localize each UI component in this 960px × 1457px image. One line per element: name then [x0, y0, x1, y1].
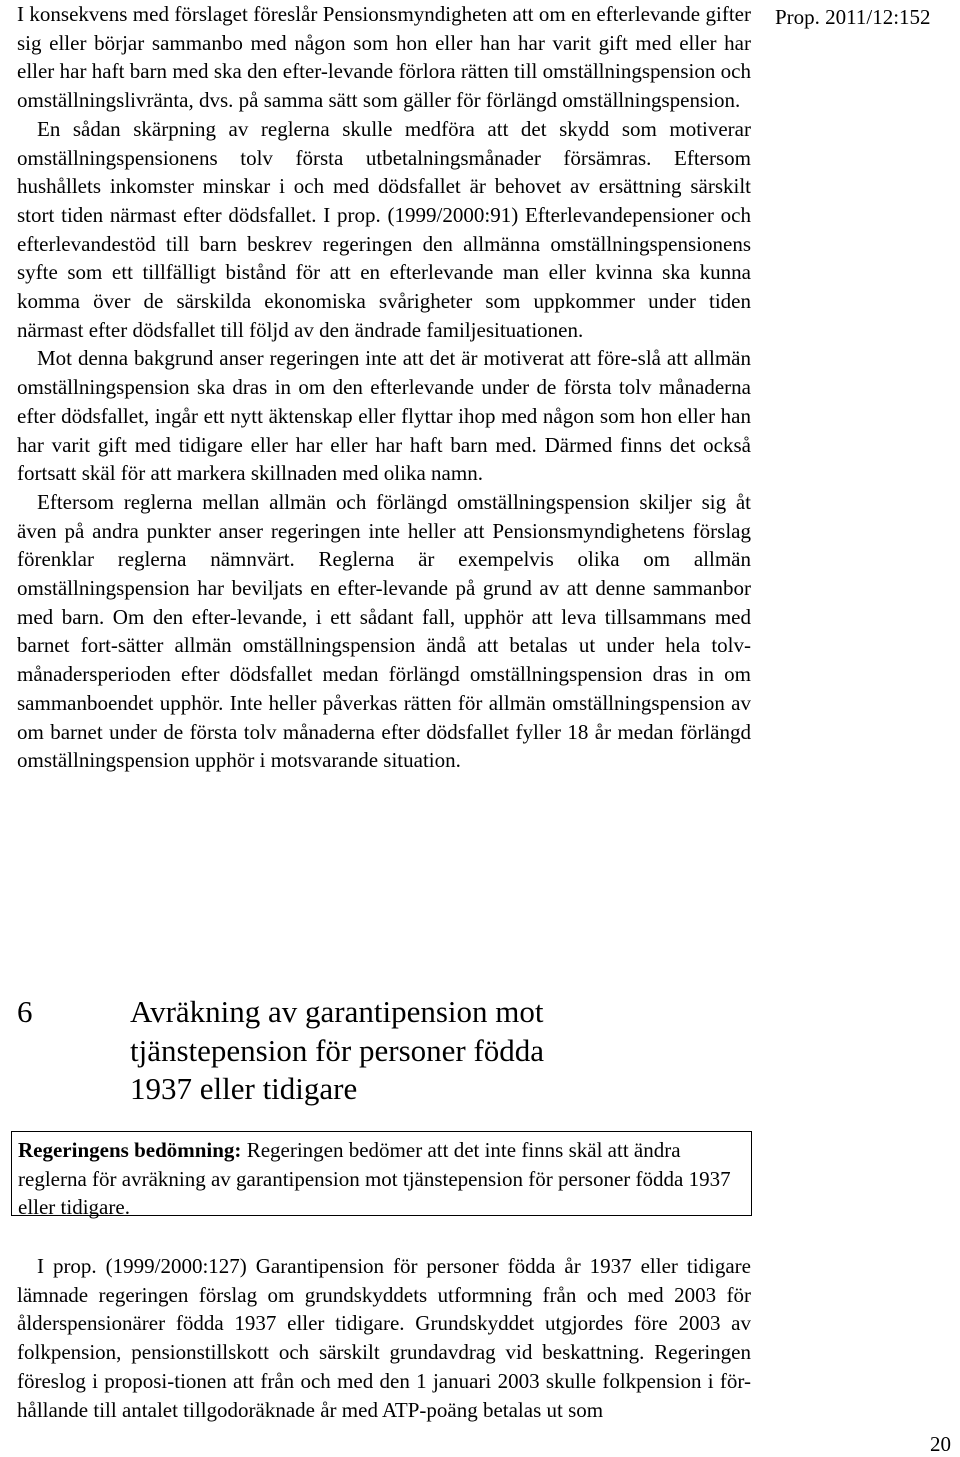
- page-number: 20: [930, 1432, 951, 1456]
- section-title: [130, 993, 650, 1109]
- body-text-bottom: [17, 1252, 751, 1424]
- paragraph: Mot denna bakgrund anser regeringen inte att det är motiverat att före-slå att allmän omställningspension ska dras in om den efterlevande under de första tolv månaderna efter dödsfallet, ingår ett nytt äktenskap eller flyttar ihop med någon som hon eller han har varit gift med tidigare eller har eller har haft barn med. Därmed finns det också fortsatt skäl för att markera skillnaden med olika namn.: [17, 346, 751, 486]
- assessment-label: Regeringens bedömning:: [18, 1138, 242, 1162]
- section-title-line: 1937 eller tidigare: [130, 1071, 358, 1106]
- paragraph: I prop. (1999/2000:127) Garantipension för personer födda år 1937 eller tidigare lämnade regeringen förslag om grundskyddets utformning från och med 2003 för ålderspensionärer födda 1937 eller tidigare. Grundskyddet utgjordes före 2003 av folkpension, pensionstillskott och särskilt grundavdrag vid beskattning. Regeringen föreslog i proposi-tionen att från och med den 1 januari 2003 skulle folkpension i för-hållande till antalet tillgodoräknade år med ATP-poäng betalas ut som: [17, 1254, 751, 1422]
- body-text-top: [17, 0, 751, 775]
- section-title-line: tjänstepension för personer födda: [130, 1032, 545, 1068]
- assessment-text: Regeringen bedömer att det inte finns skäl att ändra reglerna för avräkning av garantipension mot tjänstepension för personer födda 1937 eller tidigare.: [18, 1138, 731, 1219]
- section-title-line: Avräkning av garantipension mot: [130, 994, 544, 1029]
- section-number: 6: [17, 994, 33, 1029]
- government-assessment-box: [11, 1131, 752, 1219]
- paragraph: I konsekvens med förslaget föreslår Pensionsmyndigheten att om en efterlevande gifter sig eller börjar sammanbo med någon som hon eller han har varit gift med eller har eller har haft barn med ska den efter-levande förlora rätten till omställningspension och omställningslivränta, dvs. på samma sätt som gäller för förlängd omställningspension.: [17, 2, 751, 113]
- proposition-reference: Prop. 2011/12:152: [775, 5, 931, 29]
- paragraph: Eftersom reglerna mellan allmän och förlängd omställningspension skiljer sig åt även på andra punkter anser regeringen inte heller att Pensionsmyndighetens förslag förenklar reglerna nämnvärt. Reglerna är exempelvis olika om allmän omställningspension har beviljats en efter-levande på grund av att denne sammanbor med barn. Om den efter-levande, i ett sådant fall, upphör att leva tillsammans med barnet fort-sätter allmän omställningspension ändå att betalas ut under hela tolv-månadersperioden efter dödsfallet medan förlängd omställningspension dras in om sammanboendet upphör. Inte heller påverkas rätten för allmän omställningspension av om barnet under de första tolv månaderna efter dödsfallet fyller 18 år medan förlängd omställningspension upphör i motsvarande situation.: [17, 489, 751, 773]
- paragraph: En sådan skärpning av reglerna skulle medföra att det skydd som motiverar omställningspensionens tolv första utbetalningsmånader försämras. Eftersom hushållets inkomster minskar i och med dödsfallet är behovet av ersättning särskilt stort tiden närmast efter dödsfallet. I prop. (1999/2000:91) Efterlevandepensioner och efterlevandestöd till barn beskrev regeringen den allmänna omställningspensionens syfte som ett tillfälligt bistånd för att en efterlevande man eller kvinna ska kunna komma över de särskilda ekonomiska svårigheter som uppkommer under tiden närmast efter dödsfallet till följd av den ändrade familjesituationen.: [17, 116, 751, 342]
